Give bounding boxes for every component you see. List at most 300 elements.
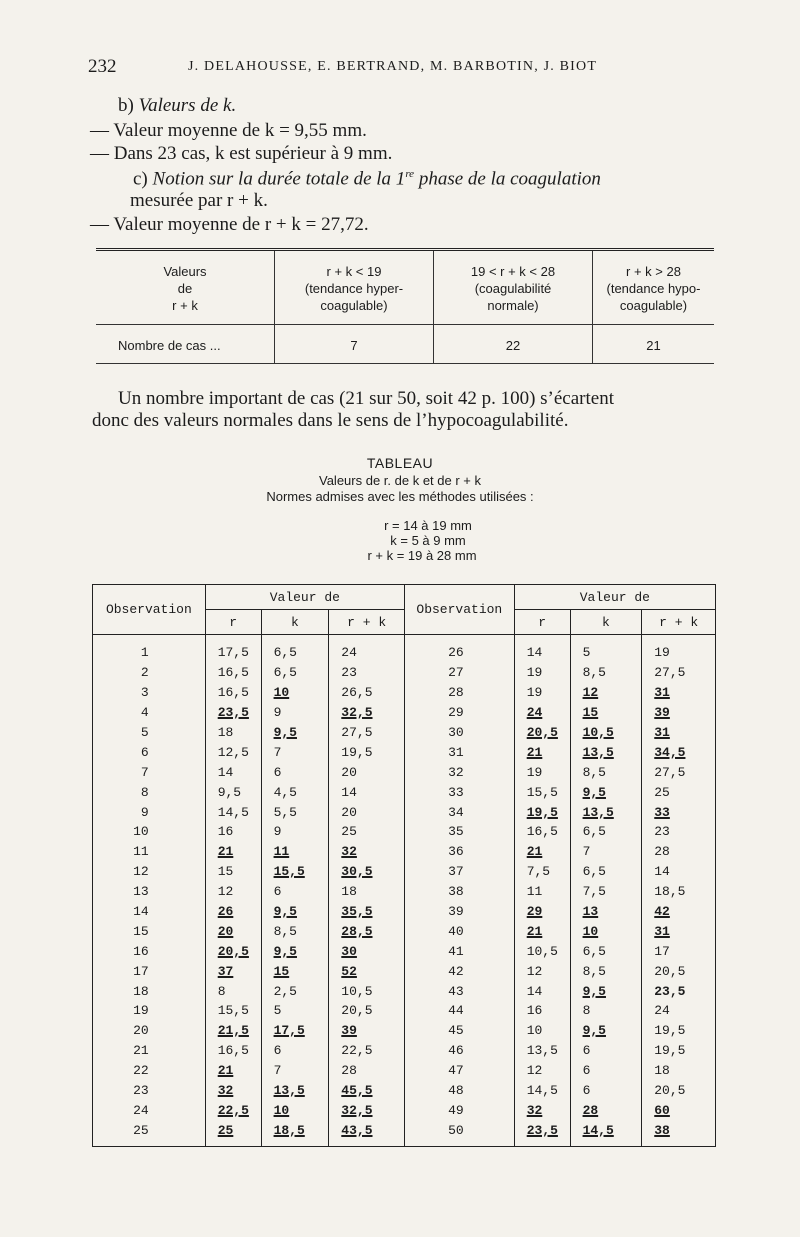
cell-value: 15,5 [273,864,305,880]
header-k-right: k [570,610,642,635]
table-row [93,1041,716,1061]
summary-h1-line2: de [177,281,193,296]
left-rk-cell [329,902,405,922]
cell-value: 31 [654,923,670,939]
table-row [93,1061,716,1081]
summary-header-row [96,251,714,325]
right-k-cell [570,742,642,762]
header-observation-right: Observation [404,585,514,635]
cell-value: 18 [341,884,357,900]
cell-value: 18,5 [273,1122,305,1138]
summary-h4-line3: coagulable) [619,298,688,313]
cell-value: 26 [217,904,234,920]
left-r-cell [205,822,261,842]
left-obs-cell [93,742,206,762]
left-rk-cell [329,862,405,882]
cell-value: 7,5 [526,864,551,880]
left-rk-cell [329,822,405,842]
cell-value: 13,5 [582,744,614,760]
left-rk-cell [329,703,405,723]
cell-value: 8,5 [582,665,606,681]
left-k-cell [261,941,329,961]
table-row [93,822,716,842]
right-k-cell [570,1061,642,1081]
left-rk-cell [329,663,405,683]
left-obs-cell [93,1021,206,1041]
left-k-cell [261,802,329,822]
left-r-cell [205,1100,261,1120]
table-row [93,1120,716,1146]
right-rk-cell [642,921,716,941]
cell-value: 26 [448,645,464,661]
right-r-cell [514,635,570,663]
left-r-cell [205,703,261,723]
cell-value: 28 [582,1102,599,1118]
summary-value-hypo: 21 [593,325,715,364]
right-k-cell [570,1100,642,1120]
header-rk-left: r + k [329,610,405,635]
cell-value: 29 [526,904,543,920]
right-r-cell [514,961,570,981]
left-rk-cell [329,1081,405,1101]
summary-header-col2 [275,251,434,325]
cell-value: 14,5 [526,1083,558,1099]
cell-value: 23 [133,1083,149,1099]
right-rk-cell [642,1021,716,1041]
right-obs-cell [404,703,514,723]
left-k-cell [261,1021,329,1041]
left-r-cell [205,782,261,802]
right-rk-cell [642,941,716,961]
cell-value: 23 [341,665,357,681]
table-row [93,703,716,723]
right-r-cell [514,921,570,941]
cell-value: 13 [582,904,599,920]
summary-h4-line2: (tendance hypo- [606,281,701,296]
table-row [93,635,716,663]
right-obs-cell [404,921,514,941]
tableau-norm-r: r = 14 à 19 mm [384,518,472,533]
left-r-cell [205,635,261,663]
summary-value-row [96,325,714,364]
cell-value: 32,5 [341,1102,373,1118]
right-r-cell [514,1061,570,1081]
right-k-cell [570,635,642,663]
cell-value: 6,5 [582,864,606,880]
summary-h3-line2: (coagulabilité [474,281,552,296]
right-obs-cell [404,635,514,663]
left-r-cell [205,1081,261,1101]
section-c-heading [133,168,601,190]
cell-value: 18 [654,1063,670,1079]
cell-value: 17 [654,943,670,959]
cell-value: 21 [526,744,543,760]
cell-value: 7 [582,844,591,860]
cell-value: 12 [582,685,599,701]
summary-h3-line1: 19 < r + k < 28 [470,264,556,279]
section-b-heading [118,95,236,117]
left-k-cell [261,1061,329,1081]
cell-value: 31 [654,685,670,701]
cell-value: 50 [448,1122,464,1138]
cell-value: 16,5 [217,685,249,701]
cell-value: 38 [654,1122,670,1138]
section-c-title-line2: mesurée par r + k. [130,190,268,211]
left-k-cell [261,762,329,782]
cell-value: 15 [133,923,149,939]
left-r-cell [205,941,261,961]
cell-value: 6 [273,764,282,780]
right-k-cell [570,802,642,822]
right-r-cell [514,802,570,822]
cell-value: 52 [341,963,357,979]
cell-value: 15 [273,963,290,979]
left-rk-cell [329,1001,405,1021]
tableau-subtitle2: Normes admises avec les méthodes utilisées : [266,489,534,504]
cell-value: 7 [140,764,149,780]
cell-value: 24 [654,1003,670,1019]
cell-value: 19 [526,685,543,701]
summary-h3-line3: normale) [487,298,539,313]
conclusion-line1: Un nombre important de cas (21 sur 50, soit 42 p. 100) s’écartent [118,388,614,409]
section-c-line1: — Valeur moyenne de r + k = 27,72. [90,214,369,235]
right-obs-cell [404,941,514,961]
left-rk-cell [329,1100,405,1120]
cell-value: 21 [526,923,543,939]
cell-value: 30 [341,943,357,959]
right-obs-cell [404,862,514,882]
cell-value: 28 [654,844,670,860]
cell-value: 22 [133,1063,149,1079]
right-k-cell [570,941,642,961]
right-r-cell [514,862,570,882]
left-obs-cell [93,902,206,922]
left-k-cell [261,683,329,703]
cell-value: 26,5 [341,685,373,701]
right-k-cell [570,981,642,1001]
table-row [93,723,716,743]
right-rk-cell [642,961,716,981]
left-obs-cell [93,782,206,802]
cell-value: 21 [217,844,234,860]
right-obs-cell [404,802,514,822]
cell-value: 9,5 [273,725,297,740]
section-b-title: Valeurs de k. [138,95,237,116]
header-observation-left: Observation [93,585,206,635]
left-r-cell [205,742,261,762]
cell-value: 5 [273,1003,282,1019]
right-r-cell [514,742,570,762]
left-obs-cell [93,981,206,1001]
right-r-cell [514,1081,570,1101]
cell-value: 18,5 [654,884,686,900]
cell-value: 43 [448,983,464,999]
cell-value: 2 [140,665,149,681]
left-obs-cell [93,723,206,743]
left-rk-cell [329,1061,405,1081]
cell-value: 12 [217,884,234,900]
left-obs-cell [93,961,206,981]
left-k-cell [261,1001,329,1021]
cell-value: 43,5 [341,1122,373,1138]
cell-value: 6 [273,1043,282,1059]
cell-value: 16,5 [526,824,558,840]
table-row [93,921,716,941]
cell-value: 13 [133,884,149,900]
cell-value: 31 [654,725,670,740]
cell-value: 28,5 [341,923,373,939]
running-header [88,56,748,80]
tableau-subtitle1: Valeurs de r. de k et de r + k [319,473,481,488]
cell-value: 12,5 [217,744,249,760]
left-obs-cell [93,822,206,842]
cell-value: 20,5 [654,1083,686,1099]
right-r-cell [514,842,570,862]
right-r-cell [514,723,570,743]
cell-value: 14 [133,904,149,920]
right-r-cell [514,981,570,1001]
cell-value: 10 [133,824,149,840]
cell-value: 6 [582,1083,591,1099]
left-k-cell [261,635,329,663]
left-r-cell [205,981,261,1001]
cell-value: 1 [140,645,149,661]
cell-value: 31 [448,744,464,760]
right-rk-cell [642,723,716,743]
left-obs-cell [93,703,206,723]
left-k-cell [261,961,329,981]
left-rk-cell [329,762,405,782]
right-obs-cell [404,1041,514,1061]
left-rk-cell [329,921,405,941]
cell-value: 33 [654,804,670,820]
cell-value: 15 [582,705,599,721]
cell-value: 14 [217,764,234,780]
right-k-cell [570,663,642,683]
summary-h1-line1: Valeurs [163,264,207,279]
right-rk-cell [642,1001,716,1021]
cell-value: 20,5 [526,725,558,740]
header-valeur-left: Valeur de [205,585,404,610]
summary-value-hyper: 7 [275,325,434,364]
page-number: 232 [88,56,117,77]
left-r-cell [205,762,261,782]
cell-value: 8 [217,983,226,999]
right-rk-cell [642,822,716,842]
right-k-cell [570,762,642,782]
right-r-cell [514,1041,570,1061]
right-r-cell [514,1001,570,1021]
cell-value: 20 [133,1023,149,1039]
cell-value: 14 [526,983,543,999]
right-r-cell [514,782,570,802]
cell-value: 17,5 [273,1023,305,1039]
cell-value: 6,5 [582,943,606,959]
cell-value: 9,5 [273,943,297,959]
table-row [93,742,716,762]
cell-value: 5 [582,645,591,661]
right-rk-cell [642,782,716,802]
cell-value: 45 [448,1023,464,1039]
cell-value: 17,5 [217,645,249,661]
cell-value: 27 [448,665,464,681]
cell-value: 6 [582,1043,591,1059]
right-k-cell [570,1120,642,1146]
left-rk-cell [329,635,405,663]
right-r-cell [514,1120,570,1146]
left-k-cell [261,723,329,743]
right-k-cell [570,822,642,842]
section-c-title-sup: re [405,168,415,180]
table-row [93,961,716,981]
cell-value: 37 [217,963,234,979]
right-r-cell [514,941,570,961]
left-obs-cell [93,1001,206,1021]
cell-value: 19 [526,764,543,780]
cell-value: 35,5 [341,904,373,920]
table-row [93,1001,716,1021]
cell-value: 18 [133,983,149,999]
right-k-cell [570,1081,642,1101]
cell-value: 39 [654,705,670,721]
summary-row-label: Nombre de cas ... [96,325,275,364]
cell-value: 25 [341,824,357,840]
left-r-cell [205,723,261,743]
table-row [93,862,716,882]
left-k-cell [261,862,329,882]
cell-value: 19,5 [654,1023,686,1039]
table-row [93,802,716,822]
cell-value: 27,5 [654,665,686,681]
left-rk-cell [329,1041,405,1061]
cell-value: 19,5 [341,744,373,760]
left-k-cell [261,1081,329,1101]
table-row [93,762,716,782]
right-rk-cell [642,683,716,703]
table-header-row-1 [93,585,716,610]
right-obs-cell [404,663,514,683]
cell-value: 24 [341,645,357,661]
left-obs-cell [93,1041,206,1061]
cell-value: 19 [133,1003,149,1019]
cell-value: 20 [341,764,357,780]
header-r-right: r [514,610,570,635]
cell-value: 11 [133,844,149,860]
right-r-cell [514,902,570,922]
cell-value: 8 [582,1003,591,1019]
cell-value: 2,5 [273,983,297,999]
table-row [93,842,716,862]
left-rk-cell [329,782,405,802]
left-r-cell [205,1021,261,1041]
cell-value: 27,5 [654,764,686,780]
left-k-cell [261,703,329,723]
cell-value: 10,5 [341,983,373,999]
left-r-cell [205,1061,261,1081]
left-r-cell [205,902,261,922]
left-r-cell [205,921,261,941]
right-rk-cell [642,1041,716,1061]
right-rk-cell [642,703,716,723]
summary-table [96,248,714,364]
cell-value: 21 [133,1043,149,1059]
cell-value: 16,5 [217,1043,249,1059]
left-k-cell [261,921,329,941]
right-k-cell [570,882,642,902]
cell-value: 14 [526,645,543,661]
right-rk-cell [642,981,716,1001]
summary-header-col3 [434,251,593,325]
left-r-cell [205,882,261,902]
cell-value: 23,5 [217,705,249,721]
right-obs-cell [404,981,514,1001]
left-rk-cell [329,941,405,961]
left-k-cell [261,882,329,902]
right-r-cell [514,1021,570,1041]
summary-h4-line1: r + k > 28 [626,264,681,279]
cell-value: 37 [448,864,464,880]
left-rk-cell [329,882,405,902]
right-r-cell [514,683,570,703]
cell-value: 4 [140,705,149,721]
cell-value: 6 [140,744,149,760]
left-k-cell [261,981,329,1001]
cell-value: 30 [448,725,464,740]
cell-value: 21 [526,844,543,860]
right-obs-cell [404,1001,514,1021]
cell-value: 24 [526,705,543,721]
right-k-cell [570,902,642,922]
cell-value: 25 [654,784,670,800]
cell-value: 12 [133,864,149,880]
left-r-cell [205,961,261,981]
cell-value: 32 [448,764,464,780]
left-obs-cell [93,1120,206,1146]
left-rk-cell [329,802,405,822]
right-r-cell [514,1100,570,1120]
right-rk-cell [642,862,716,882]
observation-table [92,584,716,1147]
right-obs-cell [404,1021,514,1041]
cell-value: 28 [448,685,464,701]
left-obs-cell [93,842,206,862]
cell-value: 30,5 [341,864,373,880]
cell-value: 7 [273,1063,282,1079]
right-obs-cell [404,742,514,762]
right-k-cell [570,723,642,743]
summary-h2-line1: r + k < 19 [326,264,382,279]
cell-value: 46 [448,1043,464,1059]
cell-value: 10,5 [582,725,614,740]
right-rk-cell [642,902,716,922]
right-obs-cell [404,822,514,842]
cell-value: 14 [654,864,670,880]
summary-value-normal: 22 [434,325,593,364]
cell-value: 32 [341,844,357,860]
cell-value: 48 [448,1083,464,1099]
cell-value: 23 [654,824,670,840]
cell-value: 35 [448,824,464,840]
right-rk-cell [642,842,716,862]
right-r-cell [514,762,570,782]
cell-value: 6,5 [273,645,297,661]
cell-value: 11 [526,884,543,900]
left-obs-cell [93,862,206,882]
right-k-cell [570,842,642,862]
cell-value: 60 [654,1102,670,1118]
section-c-marker: c) [133,168,148,190]
right-obs-cell [404,1081,514,1101]
